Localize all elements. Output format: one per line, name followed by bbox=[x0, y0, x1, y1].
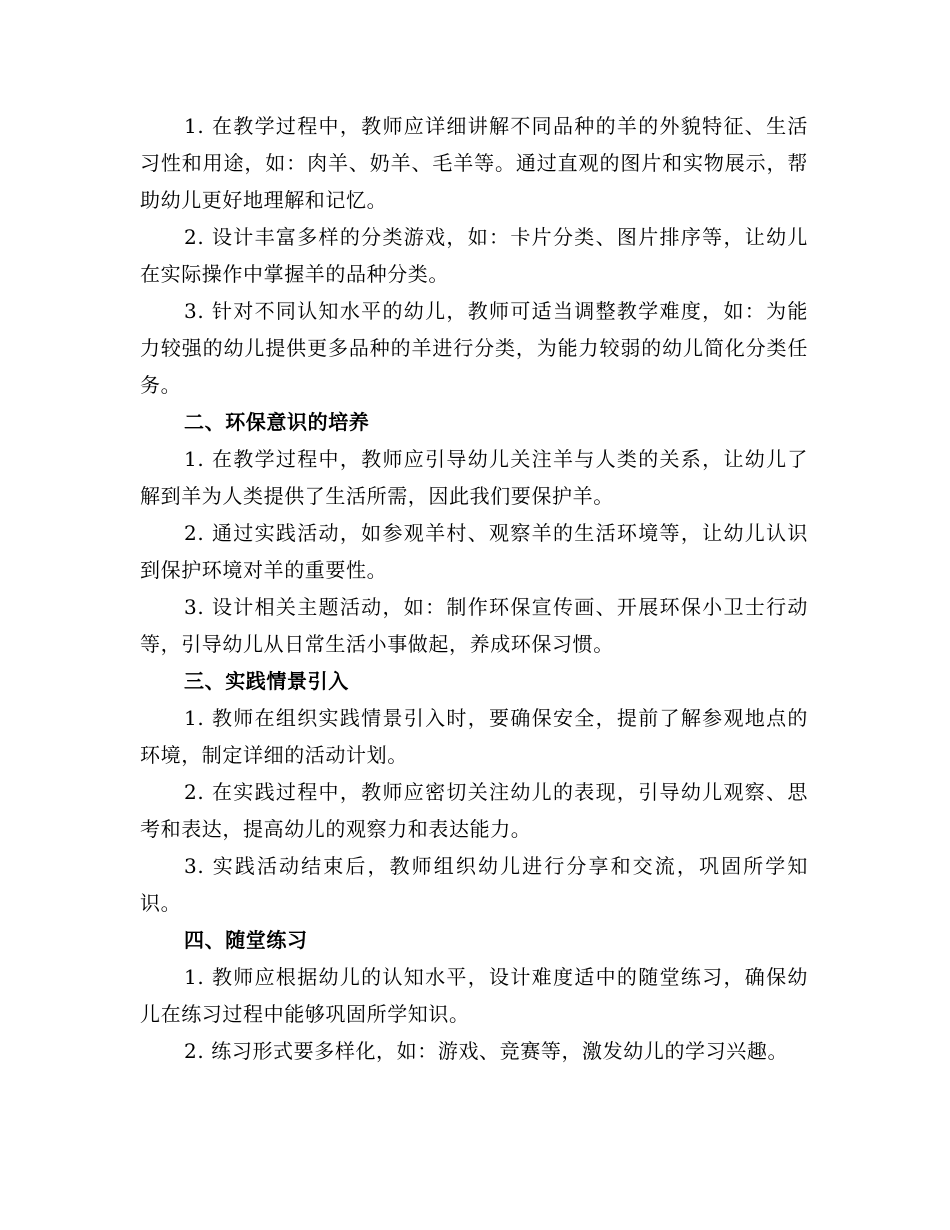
paragraph-3-3: 3. 实践活动结束后，教师组织幼儿进行分享和交流，巩固所学知识。 bbox=[140, 854, 808, 915]
paragraph-2-2: 2. 通过实践活动，如参观羊村、观察羊的生活环境等，让幼儿认识到保护环境对羊的重要性。 bbox=[140, 521, 808, 582]
section-heading-environment: 二、环保意识的培养 bbox=[184, 410, 370, 434]
section-heading-exercise: 四、随堂练习 bbox=[184, 928, 308, 952]
paragraph-2-1: 1. 在教学过程中，教师应引导幼儿关注羊与人类的关系，让幼儿了解到羊为人类提供了生活所需，因此我们要保护羊。 bbox=[140, 447, 808, 508]
document-body bbox=[140, 108, 808, 1070]
paragraph-4-2: 2. 练习形式要多样化，如：游戏、竞赛等，激发幼儿的学习兴趣。 bbox=[184, 1039, 789, 1063]
section-heading-practice: 三、实践情景引入 bbox=[184, 669, 349, 693]
paragraph-3-2: 2. 在实践过程中，教师应密切关注幼儿的表现，引导幼儿观察、思考和表达，提高幼儿的观察力和表达能力。 bbox=[140, 780, 808, 841]
paragraph-1-3: 3. 针对不同认知水平的幼儿，教师可适当调整教学难度，如：为能力较强的幼儿提供更多品种的羊进行分类，为能力较弱的幼儿简化分类任务。 bbox=[140, 299, 808, 397]
paragraph-1-2: 2. 设计丰富多样的分类游戏，如：卡片分类、图片排序等，让幼儿在实际操作中掌握羊的品种分类。 bbox=[140, 225, 808, 286]
paragraph-3-1: 1. 教师在组织实践情景引入时，要确保安全，提前了解参观地点的环境，制定详细的活动计划。 bbox=[140, 706, 808, 767]
paragraph-2-3: 3. 设计相关主题活动，如：制作环保宣传画、开展环保小卫士行动等，引导幼儿从日常生活小事做起，养成环保习惯。 bbox=[140, 595, 808, 656]
paragraph-4-1: 1. 教师应根据幼儿的认知水平，设计难度适中的随堂练习，确保幼儿在练习过程中能够巩固所学知识。 bbox=[140, 965, 808, 1026]
paragraph-1-1: 1. 在教学过程中，教师应详细讲解不同品种的羊的外貌特征、生活习性和用途，如：肉羊、奶羊、毛羊等。通过直观的图片和实物展示，帮助幼儿更好地理解和记忆。 bbox=[140, 114, 808, 212]
